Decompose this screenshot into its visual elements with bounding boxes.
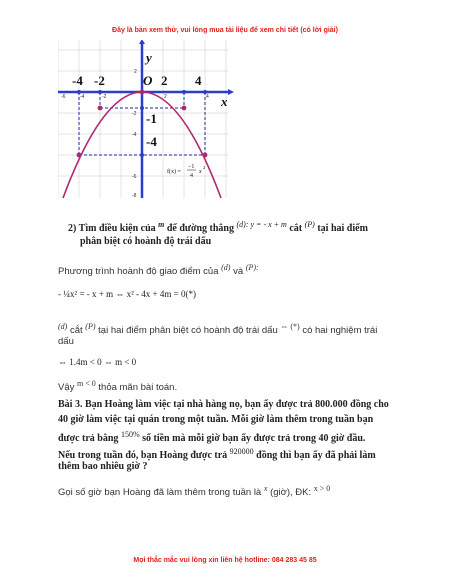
hotline-footer: Mọi thắc mắc vui lòng xin liên hệ hotline: 084 283 45 85 [133, 557, 317, 564]
y-axis-arrow-icon [139, 40, 145, 44]
function-label [167, 164, 205, 179]
x-axis-arrow-icon [228, 89, 234, 95]
problem-3-line-3: được trả bằng $^{150\%}$ số tiền mà mỗi giờ bạn ấy được trả trong 40 giờ đầu. [58, 430, 366, 444]
small-x-tick: -6 [61, 94, 66, 100]
small-x-tick: 4 [206, 94, 209, 100]
problem-3-line-5: thêm bao nhiêu giờ ? [58, 461, 148, 472]
solution-equation-1: - ¼x² = - x + m ⇔ x² - 4x + 4m = 0(*) [58, 289, 196, 299]
parabola-graph [58, 40, 238, 198]
small-y-tick: 2 [134, 69, 137, 75]
small-y-tick: -8 [132, 193, 137, 198]
svg-text:x: x [199, 169, 202, 175]
y-tick-label: -1 [146, 111, 157, 126]
solution-line-3: $^{(d)}$ cắt $^{(P)}$ tại hai điểm phân biệt có hoành độ trái dấu ⇔ (*) có hai nghiệm trái [58, 322, 378, 336]
small-x-tick: -2 [102, 94, 107, 100]
solution-line-4: dấu [58, 336, 74, 347]
problem-2-line-1: 2) Tìm điều kiện của $^m$ để đường thẳng $^{(d): y = - x + m}$ cắt $^{(P)}$ tại hai điểm [68, 220, 368, 234]
problem-3-line-2: 40 giờ làm việc tại quán trong một tuần. Mỗi giờ làm thêm trong tuần bạn [58, 414, 374, 425]
x-tick-label: -2 [94, 73, 105, 88]
svg-text:−1: −1 [188, 164, 195, 170]
problem-3-solution-line: Gọi số giờ bạn Hoàng đã làm thêm trong tuần là $^x$ (giờ), ĐK: $^{x > 0}$ [58, 484, 331, 498]
problem-3-line-1: Bài 3. Bạn Hoàng làm việc tại nhà hàng nọ, bạn ấy được trả 800.000 đồng cho [58, 399, 389, 410]
problem-3-line-4: Nếu trong tuần đó, bạn Hoàng được trả $^{920000}$ đồng thì bạn ấy đã phải làm [58, 447, 376, 461]
y-axis-label: y [146, 50, 152, 65]
small-x-tick: -4 [80, 94, 85, 100]
small-y-tick: -6 [132, 174, 137, 180]
svg-text:4: 4 [190, 173, 193, 179]
problem-2-line-2: phân biệt có hoành độ trái dấu [80, 236, 212, 247]
x-tick-label: -4 [72, 73, 83, 88]
x-axis-label: x [221, 94, 228, 109]
svg-text:f(x) =: f(x) = [167, 169, 181, 175]
x-tick-label: 4 [195, 73, 202, 88]
solution-equation-2: ⇔ 1.4m < 0 ⇔ m < 0 [58, 357, 137, 367]
x-tick-label: 2 [161, 73, 168, 88]
origin-label: O [143, 73, 153, 88]
y-tick-label: -4 [146, 134, 157, 149]
svg-text:2: 2 [203, 165, 206, 170]
solution-conclusion: Vậy $^{m < 0}$ thỏa mãn bài toán. [58, 379, 178, 393]
small-x-tick: 2 [164, 94, 167, 100]
small-y-tick: -2 [132, 111, 137, 117]
small-y-tick: -4 [132, 132, 137, 138]
solution-line-1: Phương trình hoành độ giao điểm của $^{(d)}$ và $^{(P):}$ [58, 263, 259, 277]
preview-notice-banner: Đây là bản xem thử, vui lòng mua tài liệu để xem chi tiết (có lời giải) [112, 27, 338, 34]
